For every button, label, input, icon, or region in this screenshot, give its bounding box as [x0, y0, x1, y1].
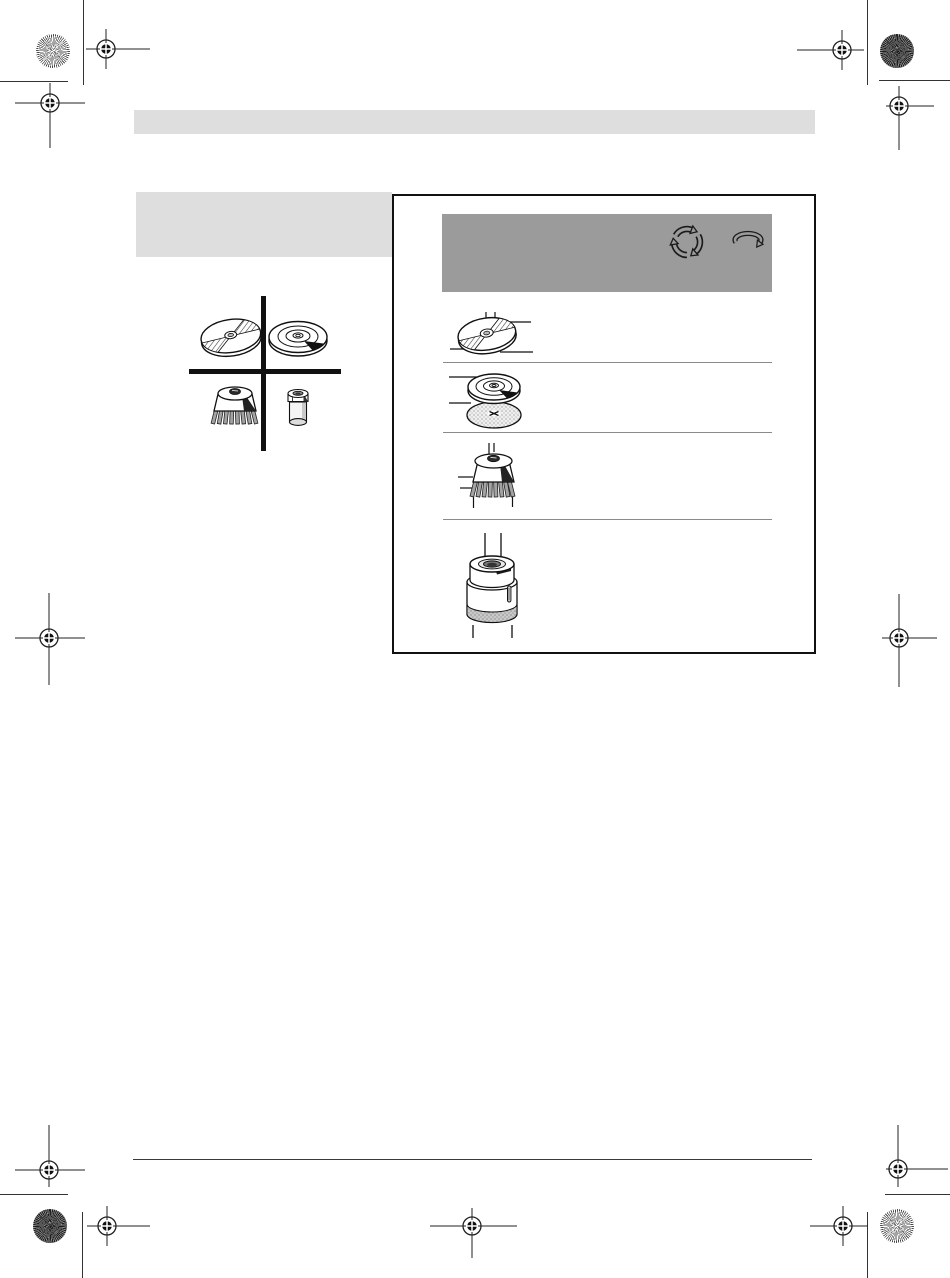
- row-separator: [443, 519, 772, 520]
- diamond-drill-bit-row-figure: [458, 530, 528, 642]
- registration-target-icon: [810, 1206, 868, 1246]
- registration-target-icon: [886, 86, 934, 150]
- crop-line: [867, 0, 868, 85]
- backing-pad-figure: [266, 316, 332, 360]
- row-separator: [443, 362, 772, 363]
- crop-line: [0, 1194, 68, 1195]
- calibration-pinwheel-icon: [880, 1209, 914, 1243]
- page-header-bar: [134, 110, 815, 134]
- registration-target-icon: [87, 1206, 150, 1246]
- registration-target-icon: [15, 1125, 85, 1187]
- diamond-drill-bit-figure: [283, 386, 313, 430]
- grinding-disc-row-figure: [445, 308, 555, 360]
- calibration-pinwheel-icon: [36, 34, 70, 68]
- registration-target-icon: [15, 83, 85, 148]
- grinding-disc-figure: [198, 314, 266, 360]
- footer-rule: [133, 1159, 812, 1160]
- registration-target-icon: [15, 593, 85, 685]
- calibration-pinwheel-icon: [33, 1209, 67, 1243]
- spin-direction-icon: [731, 229, 767, 251]
- wire-cup-brush-row-figure: [452, 440, 516, 512]
- section-title-box: [136, 192, 392, 257]
- crop-line: [879, 80, 950, 81]
- row-separator: [443, 432, 772, 433]
- selector-cross-horizontal: [189, 369, 341, 374]
- rotation-arrows-icon: [666, 221, 708, 263]
- crop-line: [82, 1212, 83, 1278]
- wire-cup-brush-figure: [206, 382, 264, 432]
- registration-target-icon: [430, 1208, 517, 1258]
- registration-target-icon: [882, 594, 937, 687]
- registration-target-icon: [797, 30, 864, 70]
- crop-line: [83, 0, 84, 85]
- registration-target-icon: [886, 1125, 948, 1187]
- backing-pad-row-figure: [445, 370, 557, 432]
- crop-line: [0, 81, 68, 82]
- calibration-pinwheel-icon: [880, 34, 914, 68]
- registration-target-icon: [86, 29, 150, 69]
- crop-line: [885, 1194, 950, 1195]
- accessory-panel-header: [442, 214, 772, 292]
